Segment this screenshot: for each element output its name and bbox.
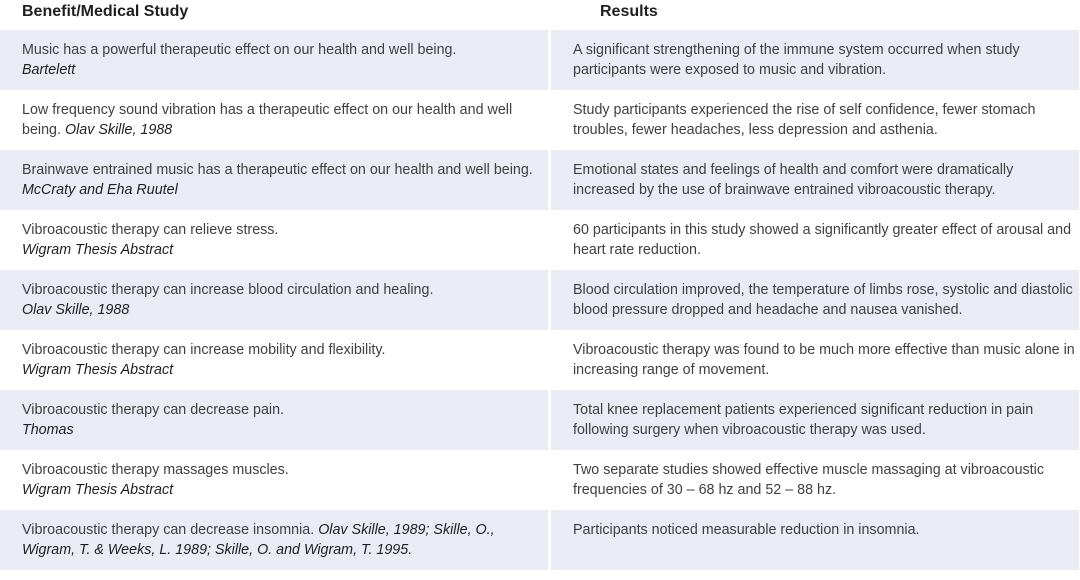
- study-reference: Thomas: [22, 422, 74, 438]
- result-cell: Participants noticed measurable reduction in insomnia.: [551, 510, 1079, 570]
- header-benefit: Benefit/Medical Study: [22, 3, 189, 20]
- study-reference: Wigram Thesis Abstract: [22, 242, 174, 258]
- table-row: [0, 150, 1080, 210]
- result-cell: Two separate studies showed effective muscle massaging at vibroacoustic frequencies of 30 – 68 hz and 52 – 88 hz.: [551, 450, 1079, 510]
- table-row: [0, 330, 1080, 390]
- benefit-text: Vibroacoustic therapy can decrease insomnia.: [22, 522, 315, 538]
- result-cell: A significant strengthening of the immune system occurred when study participants were exposed to music and vibration.: [551, 30, 1079, 90]
- benefit-cell: [0, 330, 548, 390]
- benefit-text: Vibroacoustic therapy can increase mobility and flexibility.: [22, 342, 386, 358]
- benefit-text: Low frequency sound vibration has a therapeutic effect on our health and well being.: [22, 102, 513, 138]
- benefit-text: Vibroacoustic therapy can relieve stress.: [22, 222, 279, 238]
- table-body: [0, 30, 1080, 570]
- table-row: [0, 90, 1080, 150]
- benefit-cell: [0, 270, 548, 330]
- table-row: [0, 450, 1080, 510]
- benefit-cell: [0, 210, 548, 270]
- benefit-cell: [0, 450, 548, 510]
- table-row: [0, 270, 1080, 330]
- study-reference: McCraty and Eha Ruutel: [22, 182, 178, 198]
- benefit-cell: [0, 390, 548, 450]
- benefit-cell: [0, 510, 548, 570]
- result-cell: 60 participants in this study showed a significantly greater effect of arousal and heart rate reduction.: [551, 210, 1079, 270]
- result-cell: Blood circulation improved, the temperature of limbs rose, systolic and diastolic blood pressure dropped and headache and nausea vanished.: [551, 270, 1079, 330]
- header-results: Results: [600, 3, 658, 20]
- study-reference: Olav Skille, 1989; Skille, O., Wigram, T. & Weeks, L. 1989; Skille, O. and Wigram, T. 1995.: [22, 522, 495, 558]
- benefit-cell: [0, 30, 548, 90]
- study-reference: Olav Skille, 1988: [22, 302, 130, 318]
- benefit-text: Vibroacoustic therapy can increase blood circulation and healing.: [22, 282, 434, 298]
- benefit-text: Music has a powerful therapeutic effect on our health and well being.: [22, 42, 457, 58]
- result-cell: Emotional states and feelings of health and comfort were dramatically increased by the use of brainwave entrained vibroacoustic therapy.: [551, 150, 1079, 210]
- result-cell: Study participants experienced the rise of self confidence, fewer stomach troubles, fewer headaches, less depression and asthenia.: [551, 90, 1079, 150]
- benefit-cell: [0, 150, 548, 210]
- table-row: [0, 210, 1080, 270]
- benefit-text: Brainwave entrained music has a therapeutic effect on our health and well being.: [22, 162, 533, 178]
- study-reference: Wigram Thesis Abstract: [22, 362, 174, 378]
- study-reference: Olav Skille, 1988: [64, 122, 173, 138]
- result-cell: Vibroacoustic therapy was found to be much more effective than music alone in increasing range of movement.: [551, 330, 1079, 390]
- table-header: [0, 0, 1080, 30]
- benefit-text: Vibroacoustic therapy massages muscles.: [22, 462, 289, 478]
- table-row: [0, 390, 1080, 450]
- table-row: [0, 30, 1080, 90]
- benefit-text: Vibroacoustic therapy can decrease pain.: [22, 402, 285, 418]
- study-reference: Bartelett: [22, 62, 76, 78]
- result-cell: Total knee replacement patients experienced significant reduction in pain following surgery when vibroacoustic therapy was used.: [551, 390, 1079, 450]
- table-row: [0, 510, 1080, 570]
- study-reference: Wigram Thesis Abstract: [22, 482, 174, 498]
- benefit-cell: [0, 90, 548, 150]
